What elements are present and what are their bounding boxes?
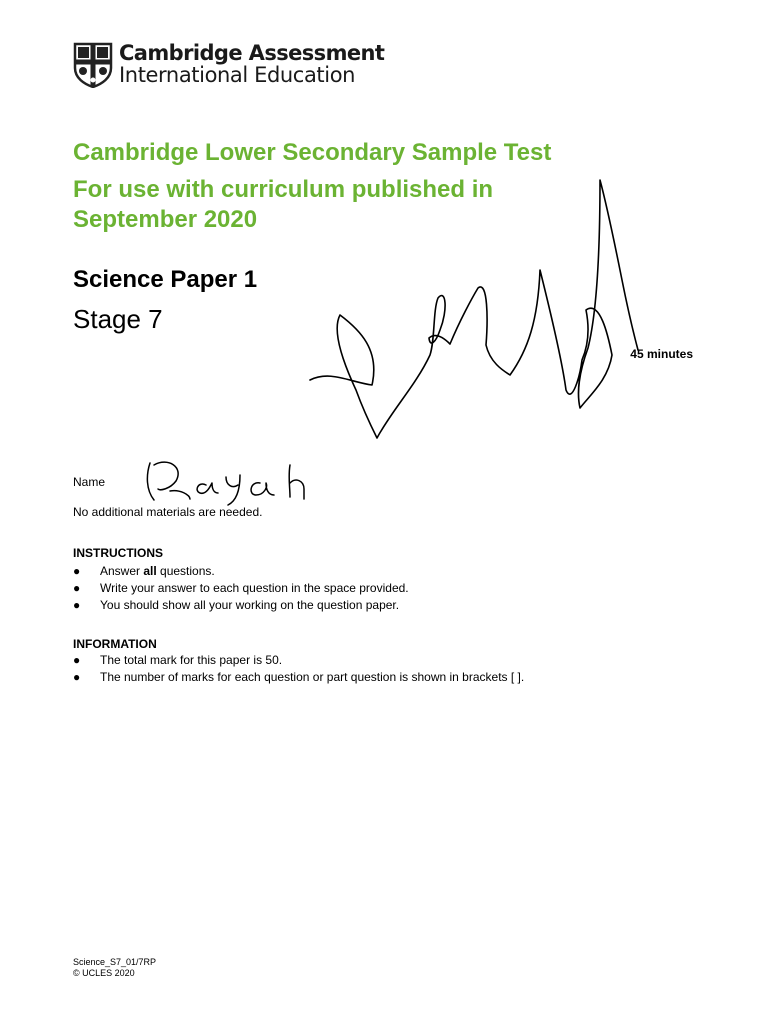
handwritten-name bbox=[140, 455, 345, 510]
test-title-line1: Cambridge Lower Secondary Sample Test bbox=[73, 139, 552, 166]
org-name-line1: Cambridge Assessment bbox=[119, 41, 385, 65]
test-title-line2: For use with curriculum published in bbox=[73, 176, 494, 203]
materials-note: No additional materials are needed. bbox=[73, 505, 263, 519]
org-name-line2: International Education bbox=[119, 63, 356, 87]
bullet-icon: ● bbox=[73, 598, 81, 612]
shield-crest-icon bbox=[73, 42, 113, 88]
information-heading: INFORMATION bbox=[73, 637, 157, 651]
instructions-heading: INSTRUCTIONS bbox=[73, 546, 163, 560]
stage-label: Stage 7 bbox=[73, 304, 163, 334]
list-item: ● The number of marks for each question or part question is shown in brackets [ ]. bbox=[73, 670, 525, 684]
footer bbox=[73, 957, 156, 979]
logo bbox=[73, 42, 384, 88]
name-label: Name bbox=[73, 475, 106, 489]
instructions-list bbox=[73, 563, 409, 614]
copyright: © UCLES 2020 bbox=[73, 968, 135, 978]
duration-label: 45 minutes bbox=[630, 347, 693, 361]
list-item: ● Write your answer to each question in the space provided. bbox=[73, 581, 409, 595]
test-title-line3: September 2020 bbox=[73, 206, 258, 233]
signature-scribble bbox=[290, 170, 650, 450]
handwritten-name-text: Rayah bbox=[140, 455, 143, 456]
list-item: ● Answer all questions. bbox=[73, 564, 215, 578]
list-item: ● You should show all your working on the question paper. bbox=[73, 598, 400, 612]
list-item: ● The total mark for this paper is 50. bbox=[73, 653, 283, 667]
paper-code: Science_S7_01/7RP bbox=[73, 957, 157, 967]
paper-title: Science Paper 1 bbox=[73, 266, 258, 293]
bullet-icon: ● bbox=[73, 581, 81, 595]
information-list bbox=[73, 652, 524, 686]
bullet-icon: ● bbox=[73, 653, 81, 667]
bullet-icon: ● bbox=[73, 670, 81, 684]
bullet-icon: ● bbox=[73, 564, 81, 578]
